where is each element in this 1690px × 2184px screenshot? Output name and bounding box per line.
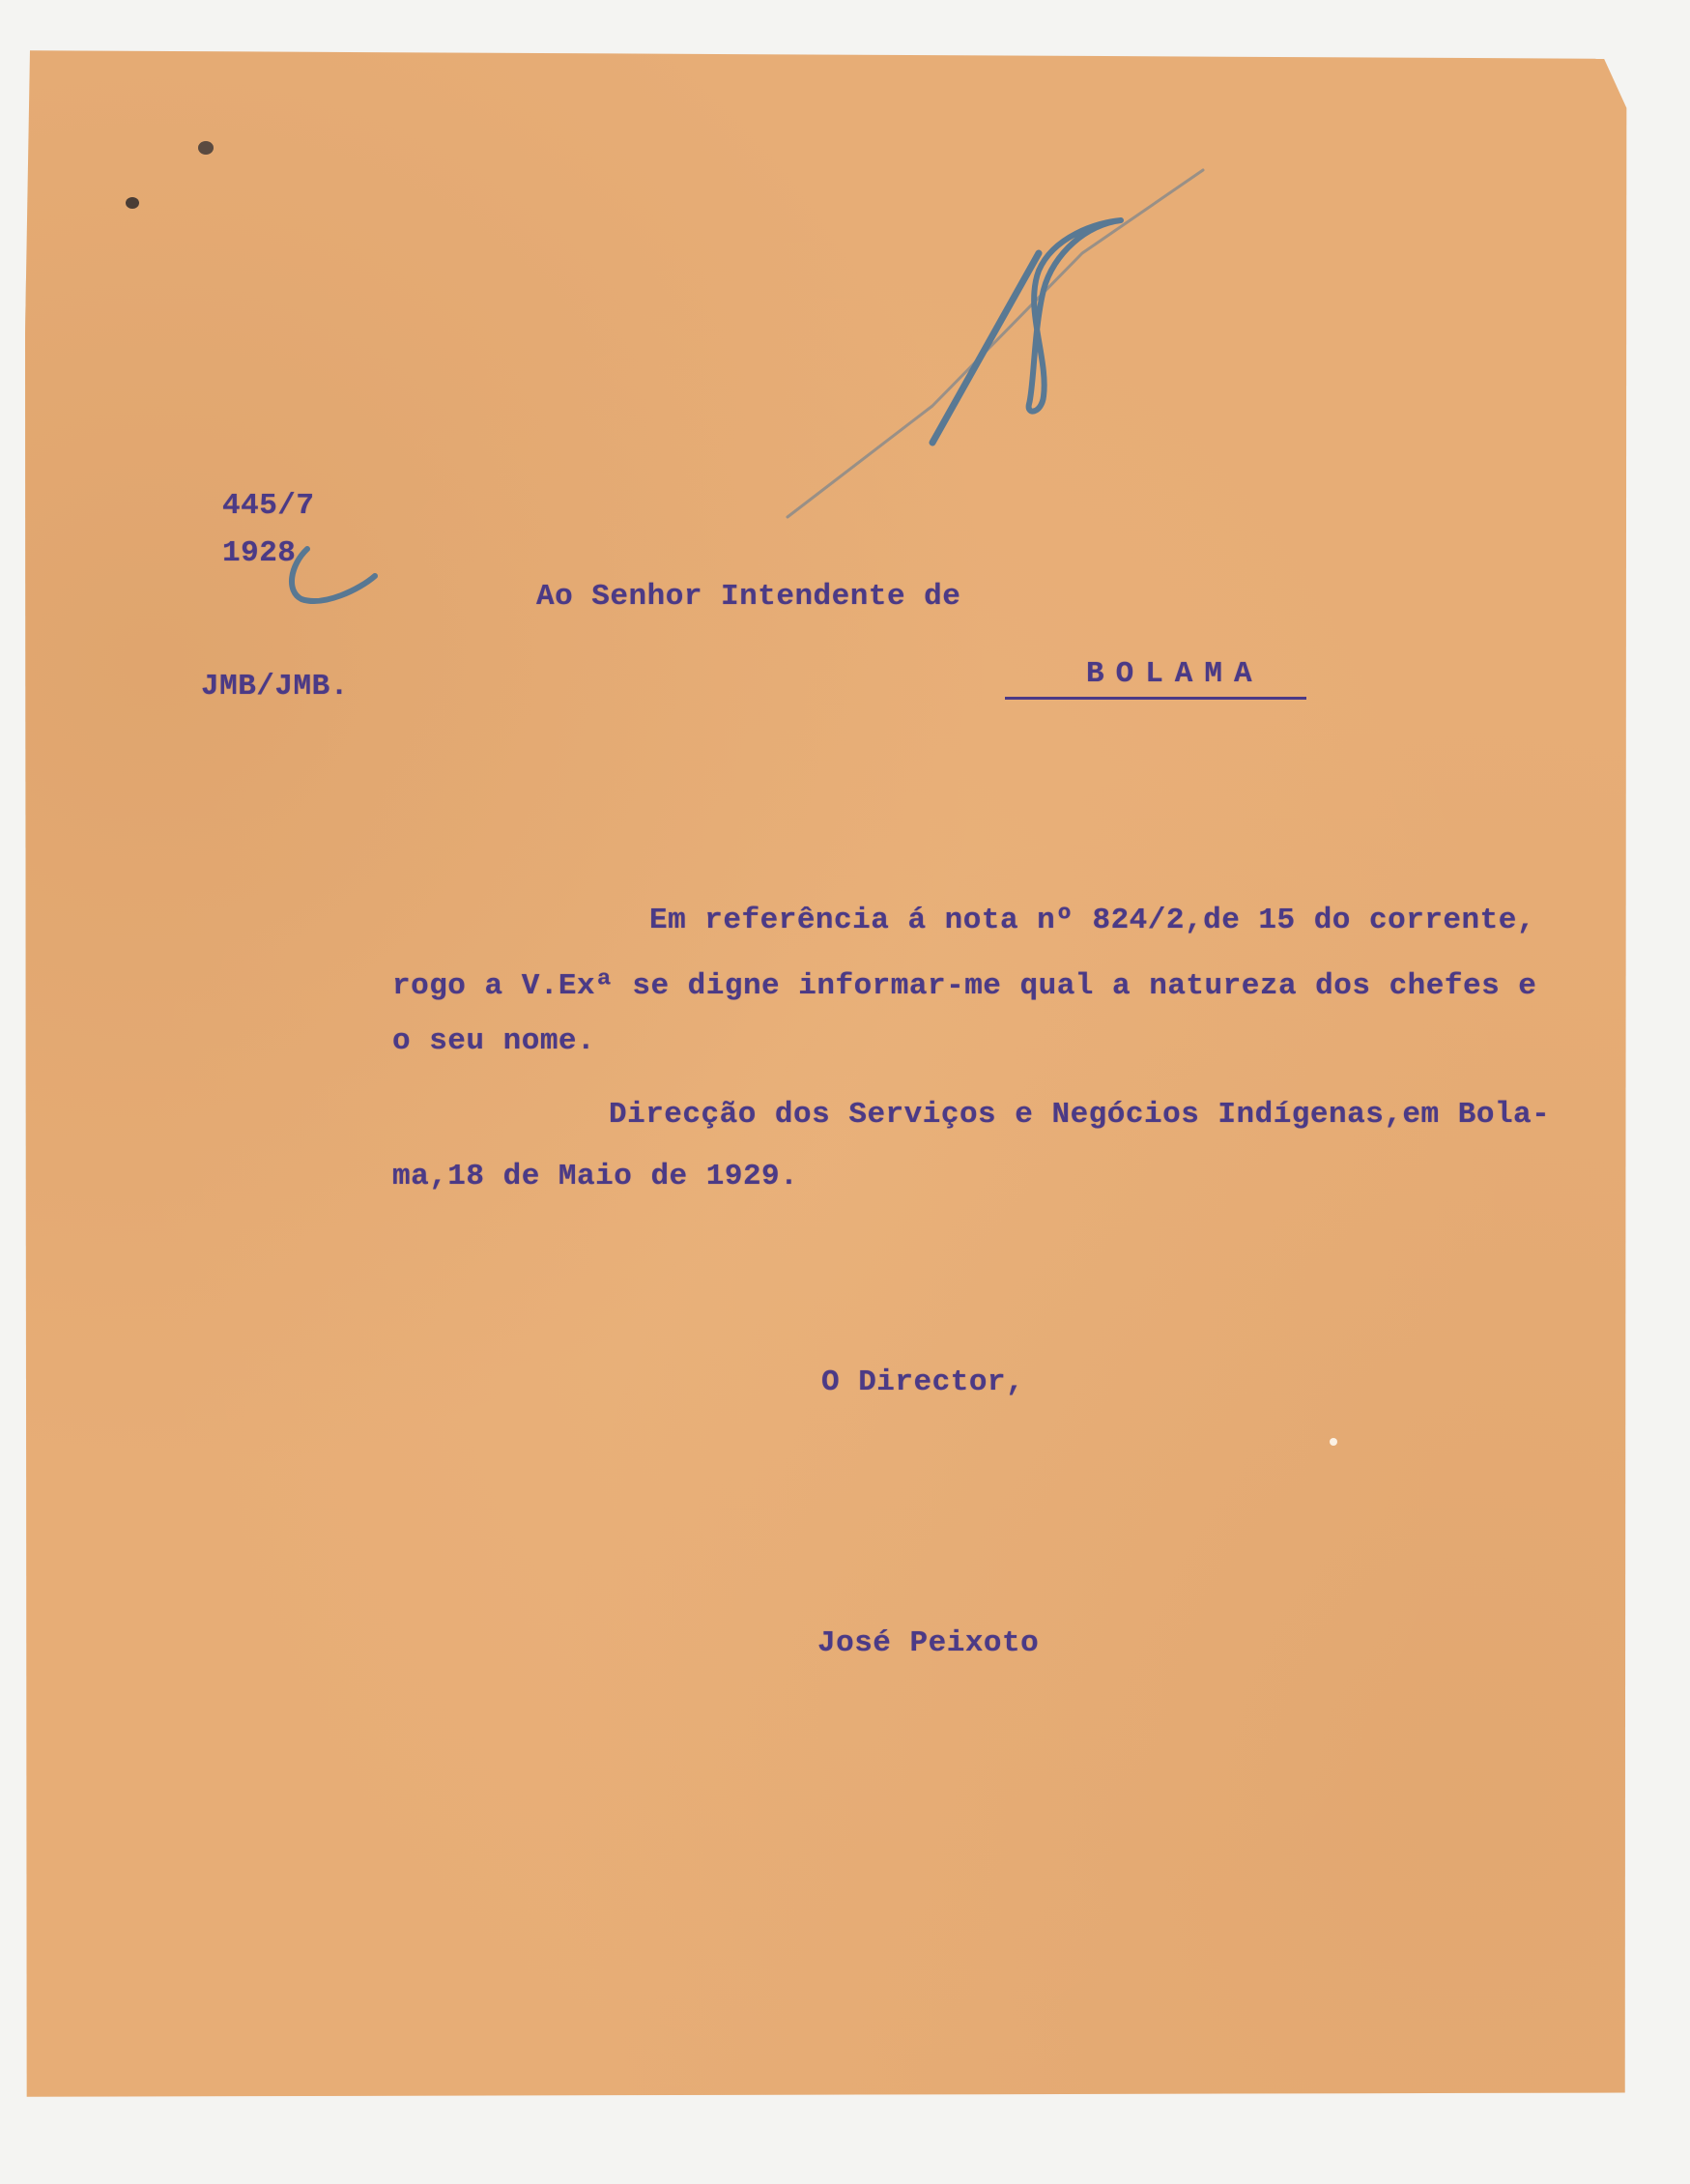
body-line: o seu nome.	[392, 1024, 596, 1058]
signoff: O Director,	[821, 1365, 1025, 1399]
signature-name: José Peixoto	[817, 1626, 1040, 1660]
body-line: rogo a V.Exª se digne informar-me qual a natureza dos chefes e	[392, 969, 1537, 1003]
addressee-line: Ao Senhor Intendente de	[536, 580, 961, 614]
body-line: ma,18 de Maio de 1929.	[392, 1160, 799, 1193]
body-line: Em referência á nota nº 824/2,de 15 do corrente,	[649, 904, 1535, 937]
document-sheet	[25, 46, 1633, 2101]
reference-year: 1928	[222, 536, 297, 570]
body-line: Direcção dos Serviços e Negócios Indígenas,em Bola-	[609, 1098, 1551, 1132]
addressee-city: BOLAMA	[1005, 657, 1306, 700]
typist-initials: JMB/JMB.	[201, 670, 349, 704]
paper-speck	[1330, 1438, 1337, 1446]
reference-code: 445/7	[222, 489, 315, 523]
punch-mark	[198, 141, 214, 155]
punch-mark	[126, 197, 139, 209]
